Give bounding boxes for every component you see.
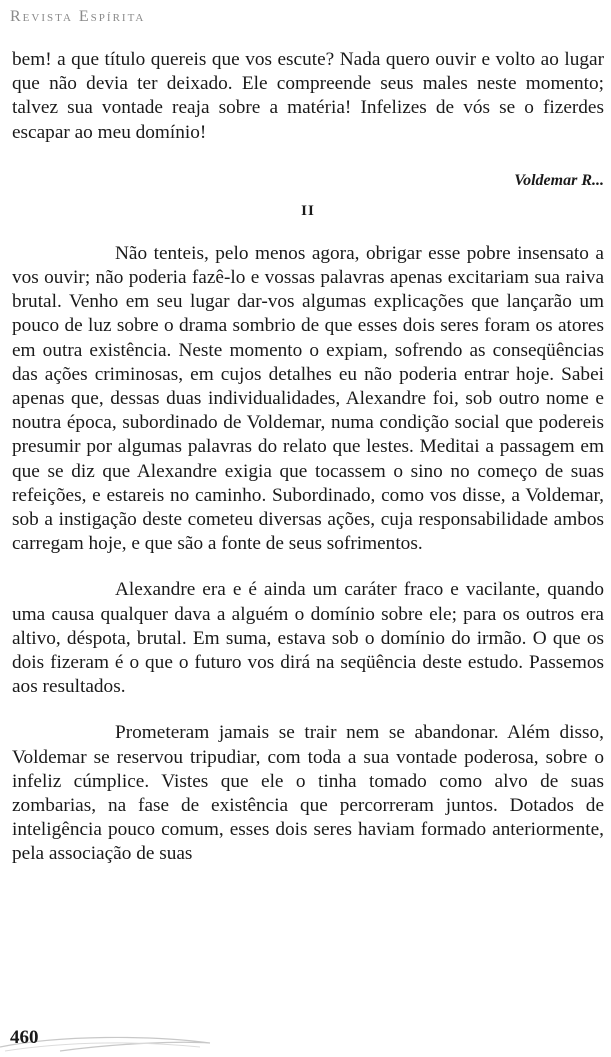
page-footer <box>0 1017 611 1057</box>
paragraph-1: Não tenteis, pelo menos agora, obrigar esse pobre insensato a vos ouvir; não poderia fazê-lo e vossas palavras apenas excitariam sua raiva brutal. Venho em seu lugar dar-vos algumas explicações que lançarão um pouco de luz sobre o drama sombrio de que esses dois seres foram os atores em outra existência. Neste momento o expiam, sofrendo as conseqüências das ações criminosas, em cujos detalhes eu não poderia entrar hoje. Sabei apenas que, dessas duas individualidades, Alexandre foi, sob outro nome e noutra época, subordinado de Voldemar, numa condição social que podereis presumir por algumas palavras do relato que lestes. Meditai a passagem em que se diz que Alexandre exigia que tocassem o sino no começo de suas refeições, e estareis no caminho. Subordinado, como vos disse, a Voldemar, sob a instigação deste cometeu diversas ações, cuja responsabilidade ambos carregam hoje, e que são a fonte de seus sofrimentos. <box>12 242 604 555</box>
section-number: II <box>301 202 315 219</box>
paragraph-2: Alexandre era e é ainda um caráter fraco e vacilante, quando uma causa qualquer dava a alguém o domínio sobre ele; para os outros era altivo, déspota, brutal. Em suma, estava sob o domínio do irmão. O que os dois fizeram é o que o futuro vos dirá na seqüência deste estudo. Passemos aos resultados. <box>12 579 604 698</box>
running-header: Revista Espírita <box>10 8 146 25</box>
paragraph-3: Prometeram jamais se trair nem se abandonar. Além disso, Voldemar se reservou tripudiar, com toda a sua vontade poderosa, sobre o infeliz cúmplice. Vistes que ele o tinha tomado como alvo de suas zombarias, na fase de existência que percorreram juntos. Dotados de inteligência pouco comum, esses dois seres haviam formado anteriormente, pela associação de suas <box>12 722 604 865</box>
paragraph-continuation: bem! a que título quereis que vos escute? Nada quero ouvir e volto ao lugar que não devia ter deixado. Ele compreende seus males neste momento; talvez sua vontade reaja sobre a matéria! Infelizes de vós se o fizerdes escapar ao meu domínio! <box>12 49 604 143</box>
page-number: 460 <box>10 1027 39 1048</box>
signature: Voldemar R... <box>514 171 604 189</box>
page-body <box>12 48 604 867</box>
